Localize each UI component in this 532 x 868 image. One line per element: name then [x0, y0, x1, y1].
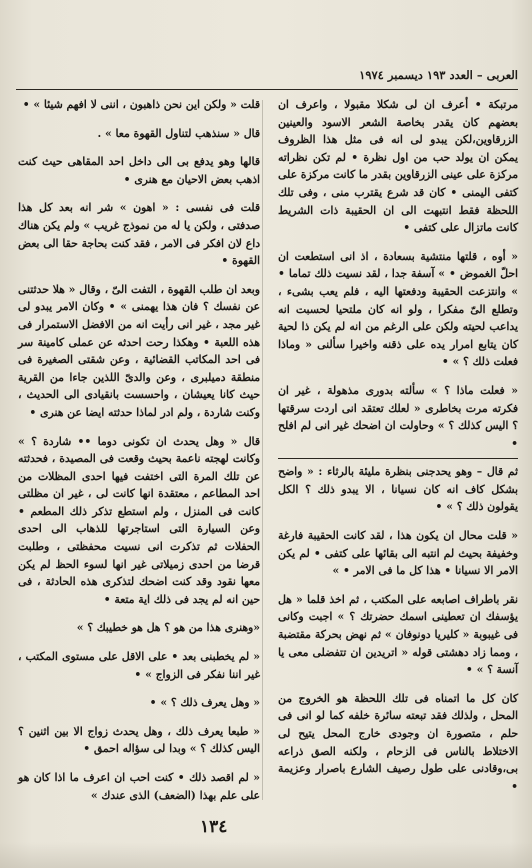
paragraph: قالها وهو يدفع بى الى داخل احد المقاهى حيث كنت اذهب بعض الاحيان مع هنرى •: [18, 155, 260, 186]
paragraph: قلت فى نفسى : « اهون » شر انه بعد كل هذا صدفتى ، ولكن يا له من نموذج غريب » ولم يكن هناك داع لان افكر فى الامر ، فقد كنت بحاجة حقا الى بعض القهوة •: [18, 201, 260, 268]
paragraph: « أوه ، قلتها منتشية بسعادة ، اذ انى استطعت ان احلّ الغموض • » آسفة جدا ، لقد نسيت ذلك تماما • » وانتزعت الحقيبة ودفعتها اليه ، فلم يعب بشىء ، وتطلع الىّ مفكرا ، ولو انه كان ملتحيا لحسبت انه يداعب لحيته ولكن على الرغم من انه لم يكن ذا لحية كان يتابع امرار يده على ذقنه واخيرا سألنى « وماذا فعلت ذلك ؟ » •: [278, 249, 518, 369]
running-header: العربى – العدد ١٩٣ ديسمبر ١٩٧٤: [359, 68, 518, 82]
left-column: [18, 96, 260, 807]
paragraph: « فعلت ماذا ؟ » سألته بدورى مذهولة ، غير ان فكرته مرت بخاطرى « لعلك تعتقد انى اردت سرقتها ؟ اليس كذلك ؟ » وحاولت ان اضحك غير انى لم افلح •: [278, 383, 518, 450]
section-rule: [278, 458, 518, 459]
header-rule: [16, 89, 518, 90]
paragraph: « قلت محال ان يكون هذا ، لقد كانت الحقيبة فارغة وخفيفة بحيث لم انتبه الى بقائها على كتفى • لم يكن الامر الا نسيانا • هذا كل ما فى الامر • »: [278, 529, 518, 578]
page-number: ١٣٤: [200, 817, 228, 837]
paragraph: قلت « ولكن اين نحن ذاهبون ، اننى لا افهم شيئا » •: [22, 98, 260, 111]
paragraph: مرتبكة • أعرف ان لى شكلا مقبولا ، واعرف ان بعضهم كان يقدر بخاصة الشعر الاسود والعينين الزرقاوين،لكن يبدو لى انه فى مثل هذا الظروف يمكن ان يولد حب من اول نظرة • لم تكن نظراته مركزة على عينى الزرقاوين بقدر ما كانت مركزة على كتفى اليمنى • كان قد شرع يقترب منى ، وفى تلك اللحظة فقط انتبهت الى ان الحقيبة ذات الشريط كانت ماتزال على كتفى •: [278, 98, 518, 235]
paragraph: كان كل ما اتمناه فى تلك اللحظة هو الخروج من المحل ، ولذلك فقد تبعته سائرة خلفه كما لو انى فى حلم ، متصورة ان وجودى خارج المحل يتيح لى الاختلاط بالناس فى الزحام ، ولكنه الصق ذراعه بى،وقادنى على طول رصيف الشارع باصرار وعزيمة •: [278, 691, 518, 793]
paragraph: وبعد ان طلب القهوة ، التفت الىّ ، وقال « هلا حدثتنى عن نفسك ؟ فان هذا يهمنى » • وكان الامر يبدو لى غير مجد ، غير انى رأيت انه من الافضل الاستمرار فى هذه اللعبة • وهكذا رحت احدثه عن عملى كامينة سر فى احد المكاتب القضائية ، وعن شقتى الصغيرة فى منطقة دميلبرى ، وعن والدىّ اللذين جاءا من القرية حيث كانا يعيشان ، واحسست بانقيادى الى الحديث ، وكنت شاردة ، ولم ادر لماذا حدثته ايضا عن هنرى •: [18, 282, 260, 419]
column-divider: [262, 100, 263, 800]
paragraph: «وهنرى هذا من هو ؟ هل هو خطيبك ؟ »: [76, 621, 260, 635]
paragraph: « لم يخطبنى بعد • على الاقل على مستوى المكتب ، غير اننا نفكر فى الزواج » •: [18, 650, 260, 681]
paragraph: « وهل يعرف ذلك ؟ » •: [149, 696, 260, 710]
right-column: [278, 96, 518, 798]
paragraph: قال « وهل يحدث ان تكونى دوما •• شاردة ؟ » وكانت لهجته ناعمة بحيث وقعت فى المصيدة ، فحدثته عن تلك المرة التى اختفت فيها احدى المظلات من احد المطاعم ، معتقدة انها كانت لى ، غير ان مظلتى كانت فى المنزل ، ولم استطع تذكر ذلك المطعم • وعن السيارة التى استاجرتها للذهاب الى احدى الحفلات ثم تذكرت انى نسيت محفظتى ، وطلبت قرضا من احدى زميلاتى غير انها لسوء الحظ لم يكن معها نقود وقد كنت اضحك لتذكرى هذه الحادثة ، فى حين انه لم يجد فى ذلك اية متعة •: [18, 434, 260, 606]
paragraph: قال « سنذهب لتناول القهوة معا » .: [97, 126, 260, 140]
page-edge-shadow: [0, 842, 532, 868]
paragraph: « طبعا يعرف ذلك ، وهل يحدث زواج الا بين اثنين ؟ اليس كذلك ؟ » وبدا لى سؤاله احمق •: [18, 724, 260, 756]
paragraph: نقر باطراف اصابعه على المكتب ، ثم اخذ قلما « هل يؤسفك ان تعطينى اسمك حضرتك ؟ » اجبت وكانى فى غيبوبة « كليريا دونوفان » ثم نهض بحركة مقتضبة ، ومما زاد دهشتى قوله « اتريدين ان تتفضلى معى يا آنسة ؟ » •: [278, 592, 518, 677]
paragraph: « لم اقصد ذلك • كنت احب ان اعرف ما اذا كان هو على علم بهذا (الضعف) الذى عندك »: [18, 771, 260, 802]
paragraph: ثم قال – وهو يحدجنى بنظرة مليئة بالرثاء : « واضح بشكل كاف انه كان نسيانا ، الا يبدو ذلك ؟ الكل يقولون ذلك ؟ » •: [278, 465, 518, 514]
